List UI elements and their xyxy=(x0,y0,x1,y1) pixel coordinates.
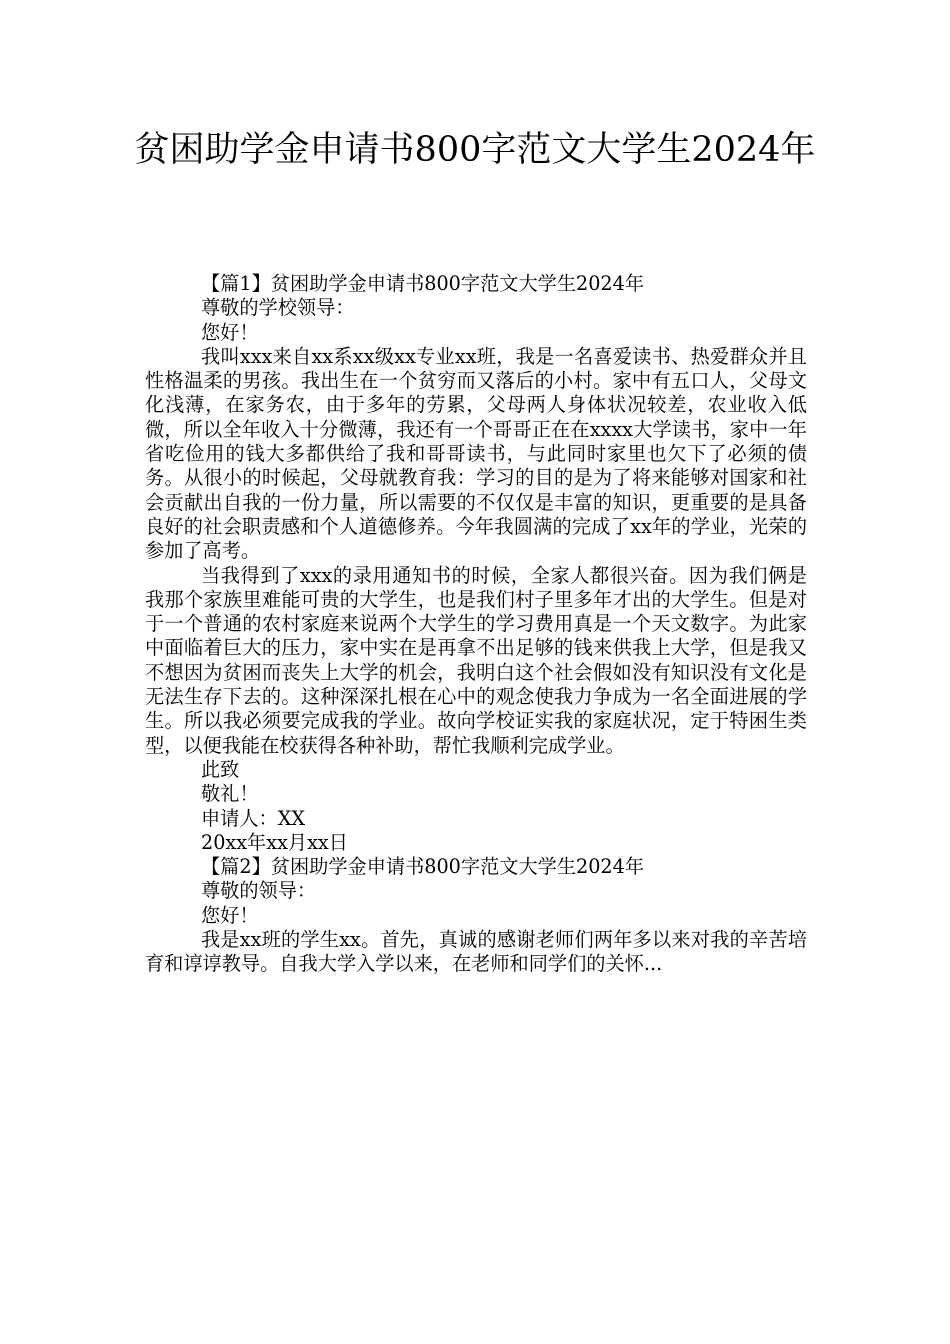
article1-closing-1: 此致 xyxy=(201,757,240,781)
article1-greeting: 您好！ xyxy=(201,320,259,344)
article2-salutation: 尊敬的领导： xyxy=(201,879,317,903)
article1-applicant: 申请人：XX xyxy=(201,806,306,830)
document-title: 贫困助学金申请书800字范文大学生2024年 xyxy=(134,130,816,170)
article1-date: 20xx年xx月xx日 xyxy=(201,830,348,854)
article2-greeting: 您好！ xyxy=(201,903,259,927)
article2-paragraph: 我是xx班的学生xx。首先，真诚的感谢老师们两年多以来对我的辛苦培育和谆谆教导。自我大学入学以来，在老师和同学们的关怀... xyxy=(145,928,807,976)
article1-paragraph-2: 当我得到了xxx的录用通知书的时候，全家人都很兴奋。因为我们俩是我那个家族里难能可贵的大学生，也是我们村子里多年才出的大学生。但是对于一个普通的农村家庭来说两个大学生的学习费用真是一个天文数字。为此家中面临着巨大的压力，家中实在是再拿不出足够的钱来供我上大学，但是我又不想因为贫困而丧失上大学的机会，我明白这个社会假如没有知识没有文化是无法生存下去的。这种深深扎根在心中的观念使我力争成为一名全面进展的学生。所以我必须要完成我的学业。故向学校证实我的家庭状况，定于特困生类型，以便我能在校获得各种补助，帮忙我顺利完成学业。 xyxy=(145,563,807,757)
article1-paragraph-1: 我叫xxx来自xx系xx级xx专业xx班，我是一名喜爱读书、热爱群众并且性格温柔的男孩。我出生在一个贫穷而又落后的小村。家中有五口人，父母文化浅薄，在家务农，由于多年的劳累，父母两人身体状况较差，农业收入低微，所以全年收入十分微薄，我还有一个哥哥正在在xxxx大学读书，家中一年省吃俭用的钱大多都供给了我和哥哥读书，与此同时家里也欠下了必须的债务。从很小的时候起，父母就教育我：学习的目的是为了将来能够对国家和社会贡献出自我的一份力量，所以需要的不仅仅是丰富的知识，更重要的是具备良好的社会职责感和个人道德修养。今年我圆满的完成了xx年的学业，光荣的参加了高考。 xyxy=(145,344,807,563)
document-body xyxy=(145,272,807,977)
article1-heading: 【篇1】贫困助学金申请书800字范文大学生2024年 xyxy=(201,272,645,295)
article2-heading: 【篇2】贫困助学金申请书800字范文大学生2024年 xyxy=(201,855,645,879)
article1-salutation: 尊敬的学校领导： xyxy=(201,296,355,320)
article1-closing-2: 敬礼！ xyxy=(201,782,259,806)
